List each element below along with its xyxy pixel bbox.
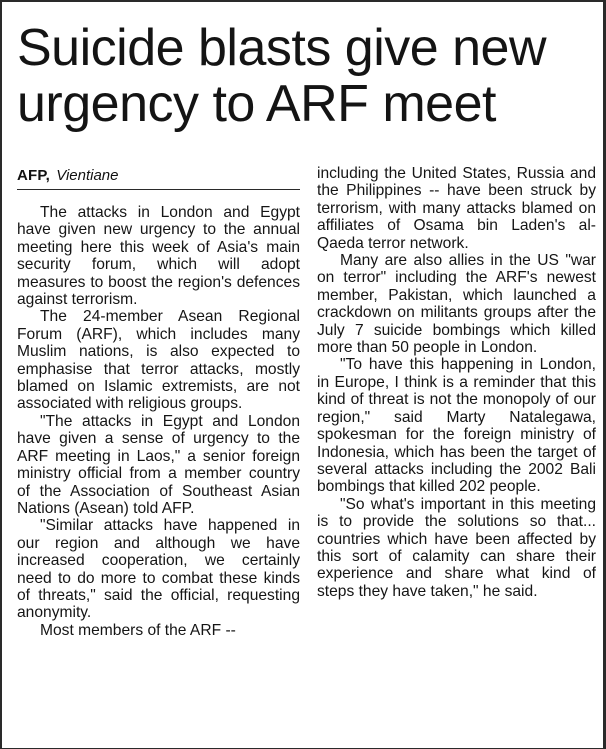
- article-column-left: [17, 204, 300, 639]
- headline-line-1: Suicide blasts give new: [17, 19, 547, 77]
- byline: [17, 166, 297, 186]
- article-column-right: [317, 165, 596, 600]
- paragraph: The attacks in London and Egypt have given new urgency to the annual meeting here this week of Asia's main security forum, which will adopt measures to boost the region's defences against terrorism.: [17, 204, 300, 309]
- paragraph: "To have this happening in London, in Europe, I think is a reminder that this kind of threat is not the monopoly of our region," said Marty Natalegawa, spokesman for the foreign ministry of Indonesia, which has been the target of several attacks including the 2002 Bali bombings that killed 202 people.: [317, 356, 596, 496]
- paragraph: Most members of the ARF --: [40, 621, 236, 639]
- headline-line-2: urgency to ARF meet: [17, 75, 496, 133]
- byline-rule: [17, 189, 300, 190]
- paragraph: Many are also allies in the US "war on terror" including the ARF's newest member, Pakistan, which launched a crackdown on militants groups after the July 7 suicide bombings which killed more than 50 people in London.: [317, 252, 596, 357]
- paragraph: "The attacks in Egypt and London have given a sense of urgency to the ARF meeting in Laos," a senior foreign ministry official from a member country of the Association of Southeast Asian Nations (Asean) told AFP.: [17, 412, 300, 517]
- headline: [17, 20, 597, 132]
- paragraph: "So what's important in this meeting is to provide the solutions so that... countries which have been affected by this sort of calamity can share their experience and share what kind of steps they have taken," he said.: [317, 495, 596, 600]
- paragraph: The 24-member Asean Regional Forum (ARF), which includes many Muslim nations, is also expected to emphasise that terror attacks, mostly blamed on Islamic extremists, are not associated with religious groups.: [17, 308, 300, 413]
- paragraph: "Similar attacks have happened in our region and although we have increased cooperation, we certainly need to do more to combat these kinds of threats," said the official, requesting anonymity.: [17, 517, 300, 622]
- byline-location: Vientiane: [56, 167, 119, 184]
- paragraph-continued: including the United States, Russia and the Philippines -- have been struck by terrorism, with many attacks blamed on affiliates of Osama bin Laden's al-Qaeda terror network.: [317, 165, 596, 252]
- byline-source: AFP,: [17, 167, 51, 184]
